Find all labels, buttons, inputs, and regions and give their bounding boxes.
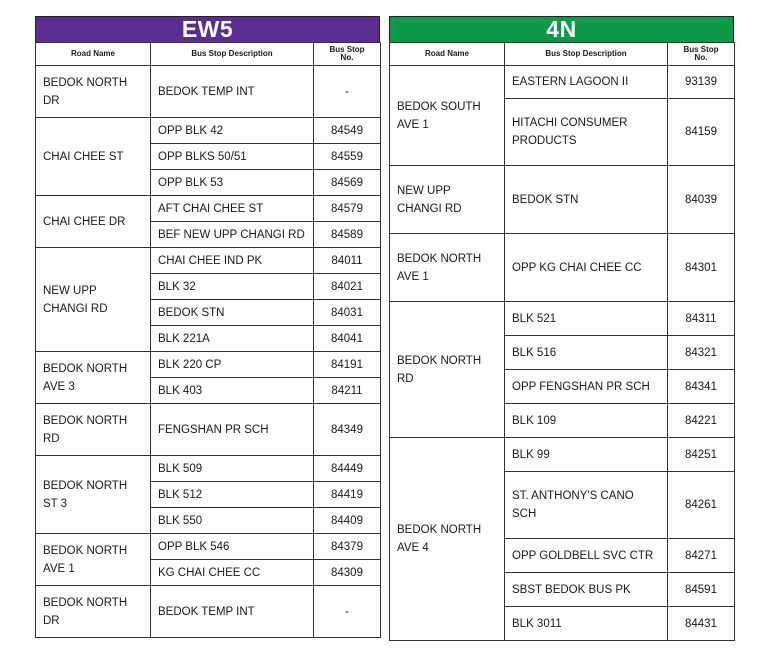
- bus-stop-description-cell: OPP GOLDBELL SVC CTR: [505, 539, 668, 573]
- table-row: [390, 234, 735, 302]
- header-road-name: Road Name: [36, 43, 151, 66]
- bus-stop-number-cell: 84419: [314, 482, 381, 508]
- road-name-cell: NEW UPP CHANGI RD: [390, 166, 505, 234]
- bus-stop-description-cell: BEDOK STN: [151, 300, 314, 326]
- bus-stop-table: [389, 42, 735, 641]
- header-bus-stop-description: Bus Stop Description: [505, 43, 668, 66]
- road-name-cell: BEDOK NORTH DR: [36, 66, 151, 118]
- table-row: [390, 302, 735, 336]
- bus-stop-description-cell: FENGSHAN PR SCH: [151, 404, 314, 456]
- road-name-cell: NEW UPP CHANGI RD: [36, 248, 151, 352]
- header-no-line2: No.: [340, 53, 354, 62]
- table-row: [36, 118, 381, 144]
- bus-stop-description-cell: BLK 3011: [505, 607, 668, 641]
- bus-stop-description-cell: BLK 403: [151, 378, 314, 404]
- bus-stop-description-cell: OPP BLKS 50/51: [151, 144, 314, 170]
- bus-stop-number-cell: 84349: [314, 404, 381, 456]
- bus-stop-number-cell: 84589: [314, 222, 381, 248]
- table-row: [36, 248, 381, 274]
- road-name-cell: BEDOK NORTH AVE 1: [390, 234, 505, 302]
- bus-stop-description-cell: BLK 550: [151, 508, 314, 534]
- bus-stop-number-cell: 84311: [668, 302, 735, 336]
- header-no-line1: Bus Stop: [683, 45, 719, 54]
- bus-stop-description-cell: BLK 521: [505, 302, 668, 336]
- header-no-line1: Bus Stop: [329, 45, 365, 54]
- bus-stop-number-cell: 84261: [668, 472, 735, 539]
- table-row: [36, 456, 381, 482]
- bus-stop-number-cell: 84591: [668, 573, 735, 607]
- table-row: [390, 66, 735, 99]
- route-table-ew5: [35, 16, 380, 638]
- route-banner: 4N: [389, 16, 734, 42]
- bus-stop-number-cell: 84431: [668, 607, 735, 641]
- bus-stop-number-cell: -: [314, 586, 381, 638]
- bus-stop-number-cell: 84159: [668, 99, 735, 166]
- table-row: [36, 534, 381, 560]
- header-no-line2: No.: [694, 53, 708, 62]
- bus-stop-description-cell: BEF NEW UPP CHANGI RD: [151, 222, 314, 248]
- bus-stop-description-cell: BLK 99: [505, 438, 668, 472]
- table-row: [36, 66, 381, 118]
- bus-stop-description-cell: BLK 109: [505, 404, 668, 438]
- table-row: [36, 352, 381, 378]
- bus-stop-description-cell: BLK 32: [151, 274, 314, 300]
- road-name-cell: BEDOK NORTH DR: [36, 586, 151, 638]
- bus-stop-description-cell: SBST BEDOK BUS PK: [505, 573, 668, 607]
- header-bus-stop-description: Bus Stop Description: [151, 43, 314, 66]
- road-name-cell: BEDOK NORTH RD: [390, 302, 505, 438]
- table-body: [36, 66, 381, 638]
- route-table-4n: [389, 16, 734, 641]
- bus-stop-number-cell: 84379: [314, 534, 381, 560]
- table-row: [36, 196, 381, 222]
- bus-stop-number-cell: 84251: [668, 438, 735, 472]
- bus-stop-number-cell: 84301: [668, 234, 735, 302]
- road-name-cell: BEDOK NORTH AVE 1: [36, 534, 151, 586]
- bus-stop-description-cell: OPP KG CHAI CHEE CC: [505, 234, 668, 302]
- bus-stop-description-cell: BEDOK TEMP INT: [151, 66, 314, 118]
- bus-stop-description-cell: BEDOK STN: [505, 166, 668, 234]
- bus-stop-table: [35, 42, 381, 638]
- bus-stop-number-cell: 84031: [314, 300, 381, 326]
- table-row: [390, 166, 735, 234]
- road-name-cell: BEDOK NORTH AVE 3: [36, 352, 151, 404]
- bus-stop-description-cell: BLK 509: [151, 456, 314, 482]
- bus-stop-number-cell: 84569: [314, 170, 381, 196]
- road-name-cell: BEDOK SOUTH AVE 1: [390, 66, 505, 166]
- bus-stop-number-cell: 84549: [314, 118, 381, 144]
- bus-stop-description-cell: ST. ANTHONY'S CANO SCH: [505, 472, 668, 539]
- bus-stop-number-cell: 84191: [314, 352, 381, 378]
- table-body: [390, 66, 735, 641]
- bus-stop-number-cell: 84039: [668, 166, 735, 234]
- bus-stop-number-cell: 84211: [314, 378, 381, 404]
- header-bus-stop-no: [314, 43, 381, 66]
- road-name-cell: BEDOK NORTH RD: [36, 404, 151, 456]
- bus-stop-number-cell: 93139: [668, 66, 735, 99]
- bus-stop-description-cell: OPP BLK 42: [151, 118, 314, 144]
- table-row: [390, 438, 735, 472]
- bus-stop-number-cell: 84341: [668, 370, 735, 404]
- table-row: [36, 586, 381, 638]
- bus-stop-number-cell: 84221: [668, 404, 735, 438]
- header-bus-stop-no: [668, 43, 735, 66]
- bus-stop-number-cell: 84449: [314, 456, 381, 482]
- bus-stop-number-cell: 84271: [668, 539, 735, 573]
- bus-stop-number-cell: 84409: [314, 508, 381, 534]
- bus-stop-description-cell: KG CHAI CHEE CC: [151, 560, 314, 586]
- bus-stop-number-cell: 84321: [668, 336, 735, 370]
- bus-stop-number-cell: 84579: [314, 196, 381, 222]
- bus-stop-number-cell: -: [314, 66, 381, 118]
- bus-stop-description-cell: OPP BLK 546: [151, 534, 314, 560]
- bus-stop-description-cell: CHAI CHEE IND PK: [151, 248, 314, 274]
- bus-stop-description-cell: EASTERN LAGOON II: [505, 66, 668, 99]
- header-road-name: Road Name: [390, 43, 505, 66]
- bus-stop-description-cell: OPP FENGSHAN PR SCH: [505, 370, 668, 404]
- bus-stop-number-cell: 84041: [314, 326, 381, 352]
- bus-stop-description-cell: BLK 516: [505, 336, 668, 370]
- bus-stop-number-cell: 84021: [314, 274, 381, 300]
- bus-stop-description-cell: BLK 221A: [151, 326, 314, 352]
- table-header-row: [390, 43, 735, 66]
- table-row: [36, 404, 381, 456]
- bus-stop-description-cell: BEDOK TEMP INT: [151, 586, 314, 638]
- bus-stop-number-cell: 84011: [314, 248, 381, 274]
- bus-stop-description-cell: OPP BLK 53: [151, 170, 314, 196]
- bus-stop-description-cell: BLK 220 CP: [151, 352, 314, 378]
- bus-stop-description-cell: AFT CHAI CHEE ST: [151, 196, 314, 222]
- bus-stop-description-cell: BLK 512: [151, 482, 314, 508]
- road-name-cell: BEDOK NORTH AVE 4: [390, 438, 505, 641]
- road-name-cell: CHAI CHEE ST: [36, 118, 151, 196]
- table-header-row: [36, 43, 381, 66]
- road-name-cell: BEDOK NORTH ST 3: [36, 456, 151, 534]
- route-banner: EW5: [35, 16, 380, 42]
- road-name-cell: CHAI CHEE DR: [36, 196, 151, 248]
- bus-stop-number-cell: 84309: [314, 560, 381, 586]
- bus-stop-number-cell: 84559: [314, 144, 381, 170]
- bus-stop-description-cell: HITACHI CONSUMER PRODUCTS: [505, 99, 668, 166]
